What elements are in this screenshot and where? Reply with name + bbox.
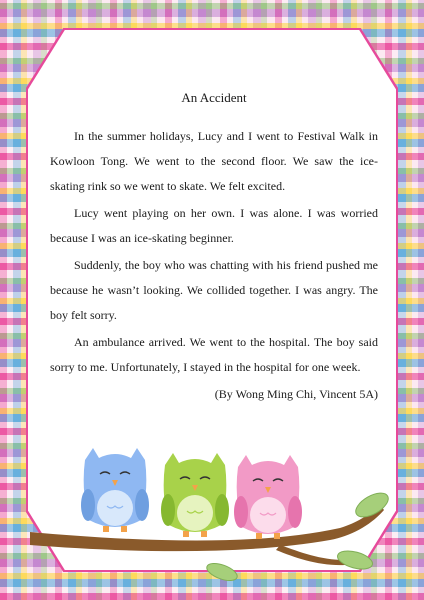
story-title: An Accident [181,90,247,105]
story-paragraph-1: In the summer holidays, Lucy and I went to Festival Walk in Kowloon Tong. We went to the second floor. We saw the ice-skating rink so we went to skate. We felt excited. [50,129,378,193]
story-paragraph-4: An ambulance arrived. We went to the hospital. The boy said sorry to me. Unfortunately, I stayed in the hospital for one week. [50,335,378,374]
story-paragraph-2: Lucy went playing on her own. I was alone. I was worried because I was an ice-skating beginner. [50,206,378,245]
story-body [50,90,378,407]
story-paragraph-3: Suddenly, the boy who was chatting with his friend pushed me because he wasn’t looking. We collided together. I was angry. The boy felt sorry. [50,258,378,322]
story-byline: (By Wong Ming Chi, Vincent 5A) [214,387,378,401]
